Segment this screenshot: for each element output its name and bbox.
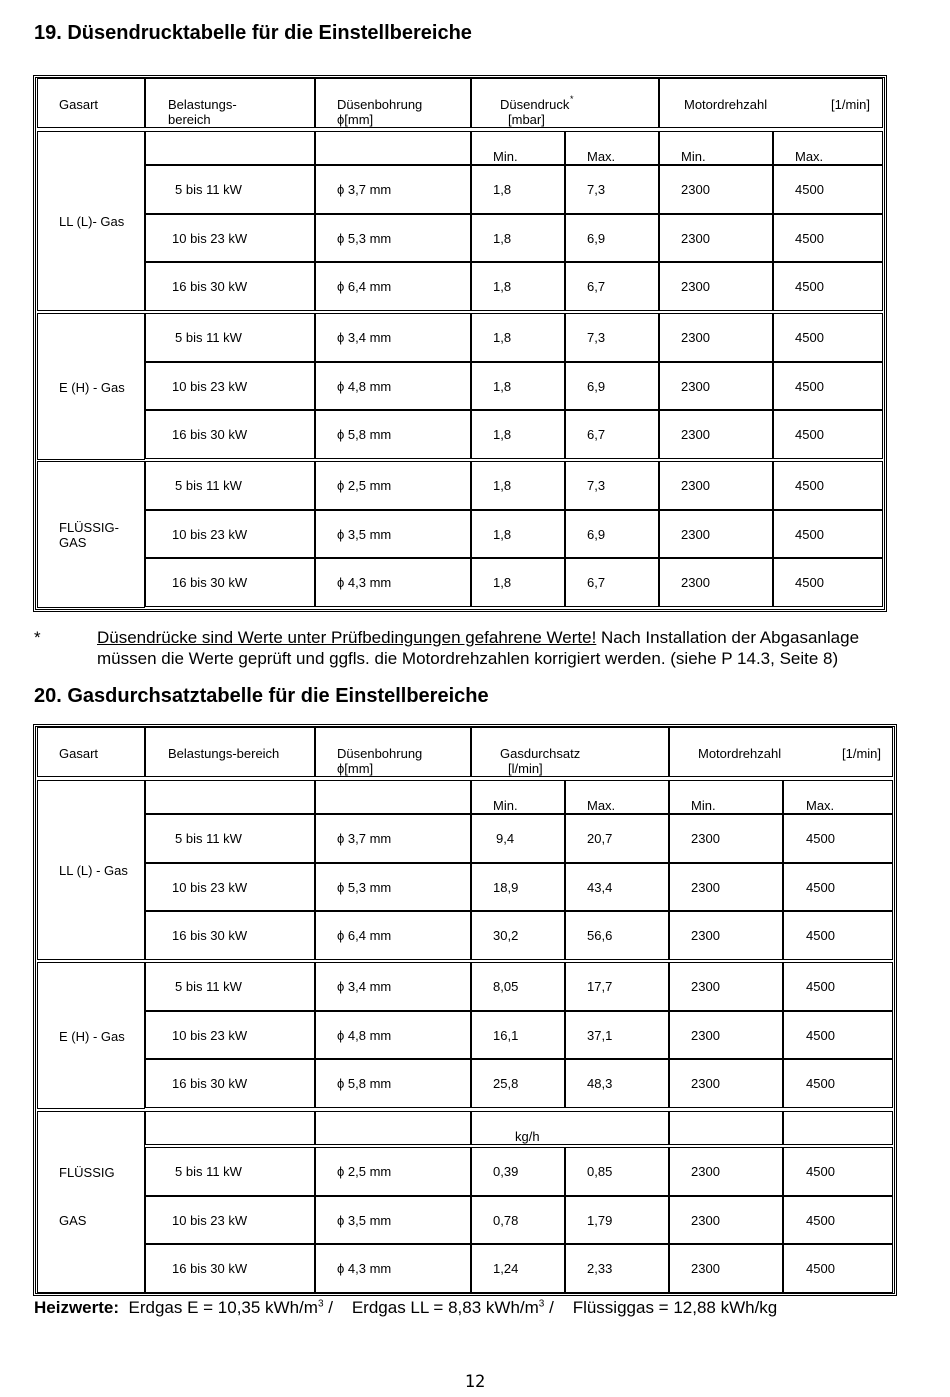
gas-type-name: E (H) - Gas: [59, 1028, 125, 1044]
pressure-min: 1,8: [493, 478, 512, 493]
load-range: 5 bis 11 kW: [175, 330, 242, 345]
table-cell: [471, 313, 565, 362]
table-cell: [565, 410, 659, 459]
nozzle-bore: ϕ 5,3 mm: [337, 230, 392, 246]
table-cell: [471, 510, 565, 559]
pressure-max: 6,7: [587, 575, 606, 590]
unit-kg-per-hour: kg/h: [515, 1129, 540, 1144]
footnote-rest-1: Nach Installation der Abgasanlage: [596, 628, 860, 647]
table-cell: [783, 1244, 893, 1293]
separator: /: [323, 1298, 352, 1317]
table-cell: [773, 262, 883, 311]
table-cell: [471, 362, 565, 411]
table-cell: [659, 558, 773, 607]
header-motor-unit: [1/min]: [842, 746, 882, 761]
table-cell: [783, 962, 893, 1011]
subheader-max: Max.: [587, 798, 616, 813]
nozzle-bore: ϕ 3,5 mm: [337, 1212, 392, 1228]
load-range: 10 bis 23 kW: [172, 1027, 248, 1043]
gas-type-name-2: GAS: [59, 1213, 87, 1228]
table-cell: [565, 1147, 669, 1196]
nozzle-bore: ϕ 3,5 mm: [337, 526, 392, 542]
pressure-max: 6,7: [587, 279, 606, 294]
pressure-max: 6,9: [587, 526, 606, 542]
pressure-min: 1,8: [493, 330, 512, 345]
table-cell: [783, 1059, 893, 1108]
rpm-max: 4500: [795, 575, 824, 590]
heating-value-ll: Erdgas LL = 8,83 kWh/m: [351, 1298, 539, 1317]
load-range: 16 bis 30 kW: [172, 427, 248, 442]
rpm-max: 4500: [795, 378, 824, 394]
throughput-max: 37,1: [587, 1027, 613, 1043]
rpm-min: 2300: [681, 478, 710, 493]
header-gasart: Gasart: [59, 746, 99, 761]
heating-value-ll-sup: 3: [538, 1298, 545, 1310]
gas-type-name: LL (L) - Gas: [59, 863, 128, 878]
rpm-min: 2300: [691, 928, 720, 943]
nozzle-bore: ϕ 6,4 mm: [337, 928, 392, 943]
table-cell: [565, 1196, 669, 1245]
rpm-min: 2300: [681, 230, 710, 246]
throughput-min: 16,1: [493, 1027, 519, 1043]
table-cell: [565, 461, 659, 510]
table-cell: [669, 1011, 783, 1060]
gas-type-name: LL (L)- Gas: [59, 214, 125, 229]
table-cell: [565, 262, 659, 311]
table-cell: [471, 461, 565, 510]
table-cell: [659, 510, 773, 559]
rpm-max: 4500: [806, 928, 835, 943]
subheader-min: Min.: [493, 798, 518, 813]
table-cell: [565, 558, 659, 607]
pressure-min: 1,8: [493, 575, 512, 590]
throughput-min: 25,8: [493, 1076, 519, 1091]
pressure-min: 1,8: [493, 230, 512, 246]
subheader-cell: [783, 1111, 893, 1145]
table-cell: [659, 214, 773, 263]
pressure-max: 7,3: [587, 478, 606, 493]
rpm-min: 2300: [691, 979, 720, 994]
throughput-min: 18,9: [493, 879, 519, 895]
header-bohrung-2: ϕ[mm]: [337, 761, 374, 776]
table-cell: [669, 814, 783, 863]
table-cell: [565, 962, 669, 1011]
section-19-heading: 19. Düsendrucktabelle für die Einstellbereiche: [34, 22, 472, 44]
gas-throughput-table: [33, 724, 897, 1296]
table-cell: [783, 1147, 893, 1196]
heating-value-fluessig: Flüssiggas = 12,88 kWh/kg: [572, 1298, 778, 1317]
rpm-max: 4500: [795, 478, 824, 493]
table-cell: [783, 814, 893, 863]
page-number: 12: [464, 1372, 486, 1392]
subheader-min: Min.: [691, 798, 716, 813]
throughput-max: 0,85: [587, 1164, 613, 1179]
subheader-cell: [669, 780, 783, 814]
rpm-max: 4500: [806, 831, 835, 846]
header-druck-2: [mbar]: [508, 112, 545, 127]
rpm-min: 2300: [691, 831, 720, 846]
gas-type-name: FLÜSSIG: [59, 1165, 115, 1180]
table-cell: [659, 410, 773, 459]
header-motor: Motordrehzahl: [684, 97, 768, 112]
nozzle-bore: ϕ 3,7 mm: [337, 182, 392, 197]
table-cell: [565, 1244, 669, 1293]
nozzle-bore: ϕ 4,8 mm: [337, 1027, 392, 1043]
subheader-min: Min.: [681, 149, 706, 164]
rpm-min: 2300: [691, 1076, 720, 1091]
throughput-min: 30,2: [493, 928, 519, 943]
pressure-min: 1,8: [493, 526, 512, 542]
rpm-max: 4500: [806, 1261, 835, 1276]
subheader-max: Max.: [795, 149, 824, 164]
table-cell: [471, 814, 565, 863]
rpm-max: 4500: [795, 526, 824, 542]
table-cell: [659, 313, 773, 362]
subheader-max: Max.: [806, 798, 835, 813]
table-cell: [471, 410, 565, 459]
table-cell: [773, 214, 883, 263]
rpm-min: 2300: [681, 575, 710, 590]
header-bohrung-2: ϕ[mm]: [337, 112, 374, 127]
table-cell: [659, 461, 773, 510]
table-cell: [669, 1147, 783, 1196]
throughput-max: 43,4: [587, 879, 613, 895]
throughput-max: 17,7: [587, 979, 613, 994]
load-range: 10 bis 23 kW: [172, 378, 248, 394]
load-range: 16 bis 30 kW: [172, 575, 248, 590]
throughput-min: 8,05: [493, 979, 519, 994]
subheader-cell: [471, 1111, 669, 1145]
load-range: 5 bis 11 kW: [175, 182, 242, 197]
nozzle-bore: ϕ 3,4 mm: [337, 330, 392, 345]
nozzle-bore: ϕ 4,3 mm: [337, 1261, 392, 1276]
rpm-min: 2300: [691, 879, 720, 895]
table-cell: [783, 911, 893, 960]
header-bohrung-1: Düsenbohrung: [337, 746, 423, 761]
nozzle-bore: ϕ 2,5 mm: [337, 1164, 392, 1179]
throughput-max: 1,79: [587, 1212, 613, 1228]
table-cell: [669, 1196, 783, 1245]
table-cell: [773, 362, 883, 411]
subheader-cell: [669, 1111, 783, 1145]
table-cell: [773, 410, 883, 459]
heating-values: [34, 1298, 777, 1318]
subheader-cell: [315, 131, 471, 165]
nozzle-bore: ϕ 5,8 mm: [337, 427, 392, 442]
table-cell: [565, 911, 669, 960]
table-cell: [669, 863, 783, 912]
table-cell: [471, 214, 565, 263]
subheader-max: Max.: [587, 149, 616, 164]
throughput-max: 56,6: [587, 928, 613, 943]
subheader-cell: [145, 131, 315, 165]
table-cell: [471, 558, 565, 607]
table-cell: [565, 863, 669, 912]
subheader-cell: [315, 1111, 471, 1145]
gas-type-cell: [37, 461, 145, 608]
table-cell: [659, 165, 773, 214]
subheader-cell: [471, 131, 565, 165]
nozzle-bore: ϕ 2,5 mm: [337, 478, 392, 493]
subheader-min: Min.: [493, 149, 518, 164]
header-durchsatz-1: Gasdurchsatz: [500, 746, 581, 761]
subheader-cell: [471, 780, 565, 814]
rpm-min: 2300: [691, 1261, 720, 1276]
table-cell: [565, 814, 669, 863]
rpm-min: 2300: [681, 427, 710, 442]
pressure-min: 1,8: [493, 182, 512, 197]
throughput-min: 1,24: [493, 1261, 519, 1276]
heating-value-e-sup: 3: [317, 1298, 324, 1310]
rpm-max: 4500: [806, 979, 835, 994]
load-range: 16 bis 30 kW: [172, 928, 248, 943]
pressure-min: 1,8: [493, 427, 512, 442]
header-druck-1: Düsendruck: [500, 97, 570, 112]
header-belastung-2: bereich: [168, 112, 211, 127]
pressure-max: 6,7: [587, 427, 606, 442]
table-cell: [659, 262, 773, 311]
rpm-max: 4500: [795, 330, 824, 345]
nozzle-bore: ϕ 4,8 mm: [337, 378, 392, 394]
load-range: 5 bis 11 kW: [175, 831, 242, 846]
throughput-max: 48,3: [587, 1076, 613, 1091]
load-range: 16 bis 30 kW: [172, 1076, 248, 1091]
table-cell: [565, 1011, 669, 1060]
load-range: 10 bis 23 kW: [172, 230, 248, 246]
gas-type-name: FLÜSSIG-: [59, 519, 119, 535]
header-druck-star: *: [570, 94, 574, 104]
rpm-min: 2300: [691, 1212, 720, 1228]
footnote-underlined: Düsendrücke sind Werte unter Prüfbedingungen gefahrene Werte!: [97, 628, 597, 647]
rpm-max: 4500: [795, 182, 824, 197]
table-cell: [773, 165, 883, 214]
rpm-min: 2300: [681, 182, 710, 197]
nozzle-bore: ϕ 5,8 mm: [337, 1076, 392, 1091]
load-range: 10 bis 23 kW: [172, 1212, 248, 1228]
pressure-max: 7,3: [587, 330, 606, 345]
separator: /: [544, 1298, 573, 1317]
nozzle-pressure-table: [33, 75, 887, 612]
nozzle-bore: ϕ 5,3 mm: [337, 879, 392, 895]
table-cell: [783, 863, 893, 912]
table-cell: [565, 214, 659, 263]
table-cell: [669, 962, 783, 1011]
table-cell: [565, 1059, 669, 1108]
subheader-cell: [783, 780, 893, 814]
footnote-line-1: [97, 628, 859, 648]
subheader-cell: [145, 780, 315, 814]
subheader-cell: [773, 131, 883, 165]
rpm-min: 2300: [681, 526, 710, 542]
load-range: 5 bis 11 kW: [175, 478, 242, 493]
table-cell: [565, 362, 659, 411]
rpm-max: 4500: [795, 230, 824, 246]
gas-type-name-2: GAS: [59, 534, 87, 550]
load-range: 16 bis 30 kW: [172, 279, 248, 294]
header-bohrung-1: Düsenbohrung: [337, 97, 423, 112]
table-cell: [773, 461, 883, 510]
throughput-max: 2,33: [587, 1261, 613, 1276]
rpm-min: 2300: [691, 1164, 720, 1179]
pressure-max: 6,9: [587, 230, 606, 246]
footnote-marker: *: [34, 628, 41, 647]
header-durchsatz-2: [l/min]: [508, 761, 543, 776]
throughput-min: 0,39: [493, 1164, 519, 1179]
gas-type-name: E (H) - Gas: [59, 379, 125, 395]
subheader-cell: [315, 780, 471, 814]
table-cell: [565, 165, 659, 214]
header-belastung: Belastungs-bereich: [168, 746, 280, 761]
table-cell: [773, 313, 883, 362]
load-range: 5 bis 11 kW: [175, 1164, 242, 1179]
load-range: 5 bis 11 kW: [175, 979, 242, 994]
throughput-min: 9,4: [496, 831, 515, 846]
header-motor-unit: [1/min]: [831, 97, 871, 112]
load-range: 10 bis 23 kW: [172, 879, 248, 895]
footnote-line-2: müssen die Werte geprüft und ggfls. die Motordrehzahlen korrigiert werden. (siehe P 14.3, Seite 8): [97, 649, 839, 668]
nozzle-bore: ϕ 3,4 mm: [337, 979, 392, 994]
rpm-max: 4500: [795, 279, 824, 294]
table-cell: [773, 510, 883, 559]
rpm-max: 4500: [806, 1164, 835, 1179]
table-cell: [773, 558, 883, 607]
rpm-min: 2300: [681, 378, 710, 394]
pressure-min: 1,8: [493, 378, 512, 394]
heating-value-e: Erdgas E = 10,35 kWh/m: [128, 1298, 318, 1317]
header-belastung-1: Belastungs-: [168, 97, 237, 112]
subheader-cell: [145, 1111, 315, 1145]
subheader-cell: [659, 131, 773, 165]
table-cell: [783, 1011, 893, 1060]
load-range: 10 bis 23 kW: [172, 526, 248, 542]
table-cell: [669, 1059, 783, 1108]
table-cell: [783, 1196, 893, 1245]
table-cell: [669, 1244, 783, 1293]
rpm-max: 4500: [806, 1027, 835, 1043]
throughput-max: 20,7: [587, 831, 613, 846]
load-range: 16 bis 30 kW: [172, 1261, 248, 1276]
pressure-max: 7,3: [587, 182, 606, 197]
nozzle-bore: ϕ 3,7 mm: [337, 831, 392, 846]
rpm-min: 2300: [681, 279, 710, 294]
nozzle-bore: ϕ 6,4 mm: [337, 279, 392, 294]
table-cell: [471, 262, 565, 311]
rpm-max: 4500: [806, 1212, 835, 1228]
rpm-max: 4500: [795, 427, 824, 442]
heating-values-label: Heizwerte:: [34, 1298, 120, 1317]
header-motor: Motordrehzahl: [698, 746, 782, 761]
table-cell: [565, 510, 659, 559]
header-gasart: Gasart: [59, 97, 99, 112]
pressure-min: 1,8: [493, 279, 512, 294]
table-cell: [659, 362, 773, 411]
throughput-min: 0,78: [493, 1212, 519, 1228]
rpm-max: 4500: [806, 1076, 835, 1091]
table-cell: [669, 911, 783, 960]
rpm-max: 4500: [806, 879, 835, 895]
gas-type-cell: [37, 1111, 145, 1293]
nozzle-bore: ϕ 4,3 mm: [337, 575, 392, 590]
rpm-min: 2300: [691, 1027, 720, 1043]
section-20-heading: 20. Gasdurchsatztabelle für die Einstellbereiche: [34, 685, 489, 707]
pressure-max: 6,9: [587, 378, 606, 394]
rpm-min: 2300: [681, 330, 710, 345]
subheader-cell: [565, 780, 669, 814]
table-cell: [471, 165, 565, 214]
table-cell: [565, 313, 659, 362]
